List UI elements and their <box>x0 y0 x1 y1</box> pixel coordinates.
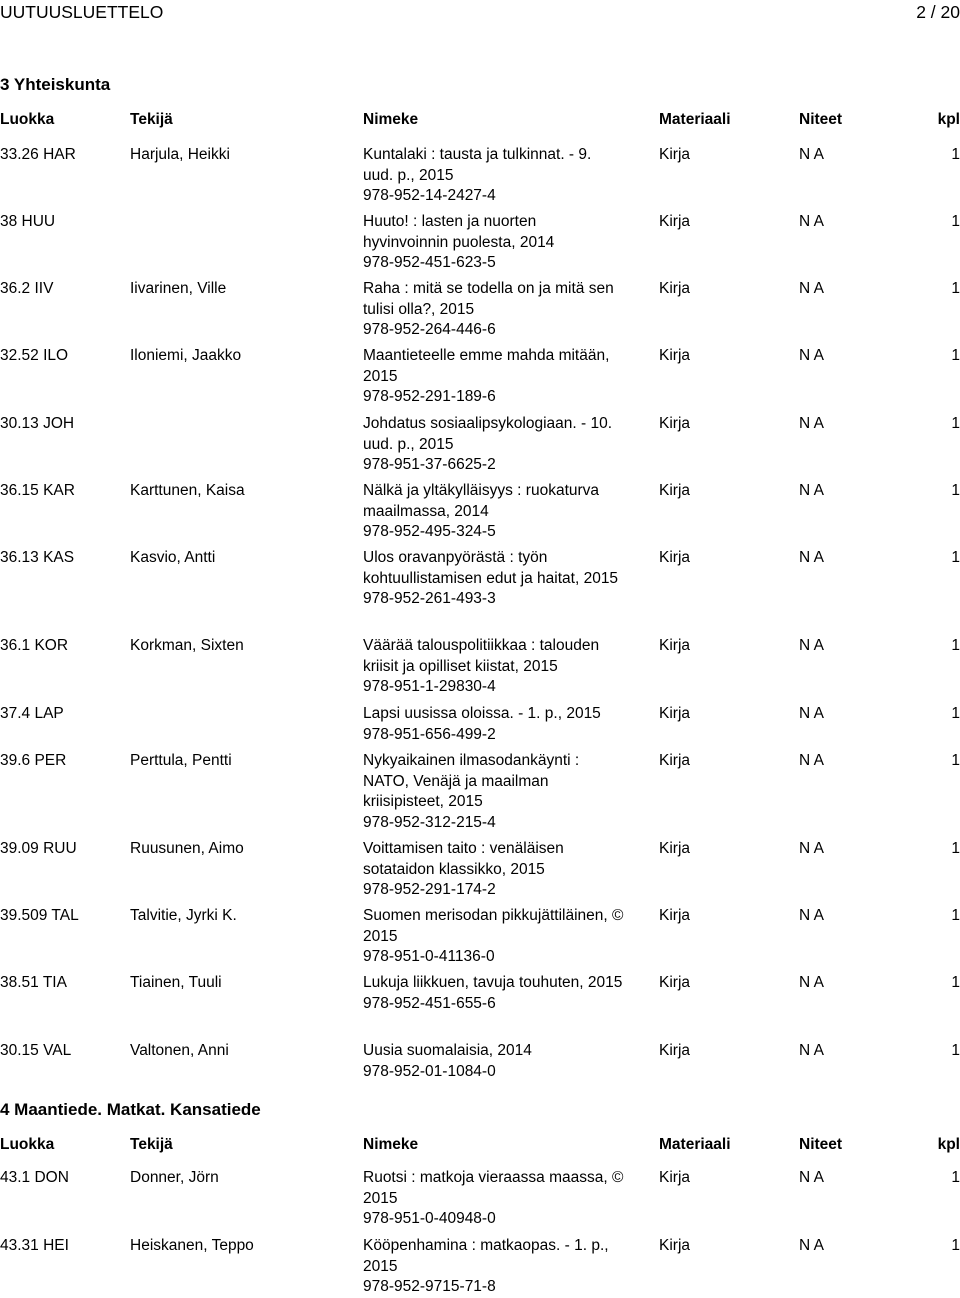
item-isbn: 978-951-0-41136-0 <box>363 948 495 965</box>
item-niteet: N A <box>799 637 824 654</box>
item-tekija: Iivarinen, Ville <box>130 280 227 297</box>
column-header-nimeke: Nimeke <box>363 111 419 128</box>
item-isbn: 978-951-656-499-2 <box>363 725 496 743</box>
item-nimeke <box>363 1168 625 1230</box>
document-title: UUTUUSLUETTELO <box>0 2 164 22</box>
item-materiaali: Kirja <box>659 1042 691 1059</box>
item-title: Ruotsi : matkoja vieraassa maassa, © 2015 <box>363 1169 624 1207</box>
item-niteet: N A <box>799 1042 824 1059</box>
item-niteet: N A <box>799 752 824 769</box>
item-tekija: Perttula, Pentti <box>130 752 232 769</box>
item-materiaali: Kirja <box>659 280 691 297</box>
column-header-row <box>0 110 960 132</box>
section-title-yhteiskunta: 3 Yhteiskunta <box>0 75 111 94</box>
item-nimeke <box>363 346 625 408</box>
item-nimeke <box>363 704 625 745</box>
item-title: Huuto! : lasten ja nuorten hyvinvoinnin puolesta, 2014 <box>363 213 555 251</box>
item-isbn: 978-952-14-2427-4 <box>363 187 496 204</box>
item-nimeke <box>363 1041 625 1082</box>
item-title: Johdatus sosiaalipsykologiaan. - 10. uud. p., 2015 <box>363 415 613 453</box>
item-luokka: 32.52 ILO <box>0 347 69 364</box>
item-isbn: 978-951-37-6625-2 <box>363 456 496 473</box>
item-tekija: Tiainen, Tuuli <box>130 974 222 991</box>
item-materiaali: Kirja <box>659 752 691 769</box>
item-luokka: 30.15 VAL <box>0 1042 72 1059</box>
item-materiaali: Kirja <box>659 549 691 566</box>
item-niteet: N A <box>799 415 824 432</box>
item-niteet: N A <box>799 840 824 857</box>
item-nimeke <box>363 973 625 1014</box>
item-nimeke <box>363 548 625 610</box>
item-niteet: N A <box>799 213 824 230</box>
item-luokka: 36.2 IIV <box>0 280 54 297</box>
item-luokka: 33.26 HAR <box>0 146 76 163</box>
item-nimeke <box>363 279 625 341</box>
item-nimeke <box>363 751 625 833</box>
item-isbn: 978-952-01-1084-0 <box>363 1062 496 1080</box>
item-tekija: Kasvio, Antti <box>130 549 216 566</box>
item-nimeke <box>363 906 625 968</box>
column-header-kpl: kpl <box>937 111 960 128</box>
column-header-materiaali: Materiaali <box>659 1136 731 1153</box>
item-niteet: N A <box>799 482 824 499</box>
item-isbn: 978-952-495-324-5 <box>363 523 496 540</box>
item-nimeke <box>363 414 625 476</box>
item-niteet: N A <box>799 1237 824 1254</box>
item-materiaali: Kirja <box>659 482 691 499</box>
item-luokka: 39.09 RUU <box>0 840 77 857</box>
item-isbn: 978-951-1-29830-4 <box>363 678 496 695</box>
item-kpl: 1 <box>951 347 960 364</box>
item-nimeke <box>363 839 625 901</box>
item-niteet: N A <box>799 705 824 722</box>
item-kpl: 1 <box>951 705 960 722</box>
column-header-nimeke: Nimeke <box>363 1136 419 1153</box>
item-isbn: 978-952-261-493-3 <box>363 590 496 607</box>
item-materiaali: Kirja <box>659 907 691 924</box>
column-header-luokka: Luokka <box>0 111 55 128</box>
column-header-tekija: Tekijä <box>130 1136 173 1153</box>
item-luokka: 43.31 HEI <box>0 1237 69 1254</box>
item-kpl: 1 <box>951 280 960 297</box>
item-title: Lapsi uusissa oloissa. - 1. p., 2015 <box>363 705 601 722</box>
item-kpl: 1 <box>951 549 960 566</box>
column-header-luokka: Luokka <box>0 1136 55 1153</box>
item-tekija: Donner, Jörn <box>130 1169 219 1186</box>
item-tekija: Talvitie, Jyrki K. <box>130 907 237 924</box>
item-materiaali: Kirja <box>659 415 691 432</box>
item-title: Maantieteelle emme mahda mitään, 2015 <box>363 347 610 385</box>
item-materiaali: Kirja <box>659 213 691 230</box>
item-kpl: 1 <box>951 974 960 991</box>
item-nimeke <box>363 636 625 698</box>
item-luokka: 37.4 LAP <box>0 705 64 722</box>
item-materiaali: Kirja <box>659 347 691 364</box>
item-kpl: 1 <box>951 907 960 924</box>
item-title: Väärää talouspolitiikkaa : talouden kriisit ja opilliset kiistat, 2015 <box>363 637 600 675</box>
page-number: 2 / 20 <box>916 2 960 22</box>
item-materiaali: Kirja <box>659 974 691 991</box>
item-title: Kuntalaki : tausta ja tulkinnat. - 9. uud. p., 2015 <box>363 146 592 184</box>
item-tekija: Heiskanen, Teppo <box>130 1237 254 1254</box>
item-nimeke <box>363 212 625 274</box>
item-luokka: 38 HUU <box>0 213 56 230</box>
item-title: Kööpenhamina : matkaopas. - 1. p., 2015 <box>363 1237 609 1275</box>
item-niteet: N A <box>799 347 824 364</box>
item-kpl: 1 <box>951 637 960 654</box>
item-title: Raha : mitä se todella on ja mitä sen tulisi olla?, 2015 <box>363 280 614 318</box>
item-luokka: 39.509 TAL <box>0 907 79 924</box>
item-nimeke <box>363 145 625 207</box>
column-header-row <box>0 1135 960 1157</box>
item-kpl: 1 <box>951 840 960 857</box>
item-kpl: 1 <box>951 1042 960 1059</box>
column-header-kpl: kpl <box>937 1136 960 1153</box>
section-title-maantiede: 4 Maantiede. Matkat. Kansatiede <box>0 1100 261 1119</box>
item-isbn: 978-952-291-174-2 <box>363 881 496 898</box>
page-header <box>0 0 960 24</box>
item-niteet: N A <box>799 974 824 991</box>
item-nimeke <box>363 481 625 543</box>
item-nimeke <box>363 1236 625 1298</box>
item-materiaali: Kirja <box>659 1237 691 1254</box>
item-title: Voittamisen taito : venäläisen sotataidon klassikko, 2015 <box>363 840 564 878</box>
item-tekija: Harjula, Heikki <box>130 146 230 163</box>
item-luokka: 43.1 DON <box>0 1169 69 1186</box>
item-kpl: 1 <box>951 482 960 499</box>
item-materiaali: Kirja <box>659 705 691 722</box>
item-tekija: Iloniemi, Jaakko <box>130 347 242 364</box>
item-tekija: Valtonen, Anni <box>130 1042 229 1059</box>
item-title: Lukuja liikkuen, tavuja touhuten, 2015 <box>363 974 623 991</box>
item-niteet: N A <box>799 146 824 163</box>
item-isbn: 978-952-9715-71-8 <box>363 1278 496 1295</box>
item-tekija: Korkman, Sixten <box>130 637 244 654</box>
item-kpl: 1 <box>951 1237 960 1254</box>
item-title: Nälkä ja yltäkylläisyys : ruokaturva maailmassa, 2014 <box>363 482 600 520</box>
item-isbn: 978-952-312-215-4 <box>363 813 496 831</box>
item-kpl: 1 <box>951 213 960 230</box>
item-tekija: Ruusunen, Aimo <box>130 840 244 857</box>
item-kpl: 1 <box>951 415 960 432</box>
column-header-materiaali: Materiaali <box>659 111 731 128</box>
item-isbn: 978-952-451-655-6 <box>363 994 496 1012</box>
item-materiaali: Kirja <box>659 1169 691 1186</box>
item-luokka: 36.13 KAS <box>0 549 75 566</box>
item-title: Nykyaikainen ilmasodankäynti : NATO, Venäjä ja maailman kriisipisteet, 2015 <box>363 752 580 810</box>
item-title: Ulos oravanpyörästä : työn kohtuullistamisen edut ja haitat, 2015 <box>363 549 619 587</box>
item-isbn: 978-951-0-40948-0 <box>363 1210 496 1227</box>
item-tekija: Karttunen, Kaisa <box>130 482 245 499</box>
item-materiaali: Kirja <box>659 840 691 857</box>
item-luokka: 36.1 KOR <box>0 637 69 654</box>
item-luokka: 36.15 KAR <box>0 482 75 499</box>
column-header-tekija: Tekijä <box>130 111 173 128</box>
item-isbn: 978-952-264-446-6 <box>363 321 496 338</box>
column-header-niteet: Niteet <box>799 111 843 128</box>
item-niteet: N A <box>799 549 824 566</box>
item-materiaali: Kirja <box>659 637 691 654</box>
item-isbn: 978-952-291-189-6 <box>363 388 496 405</box>
item-niteet: N A <box>799 280 824 297</box>
item-title: Uusia suomalaisia, 2014 <box>363 1042 532 1059</box>
item-luokka: 38.51 TIA <box>0 974 67 991</box>
item-luokka: 30.13 JOH <box>0 415 75 432</box>
column-header-niteet: Niteet <box>799 1136 843 1153</box>
item-kpl: 1 <box>951 146 960 163</box>
item-isbn: 978-952-451-623-5 <box>363 254 496 271</box>
item-luokka: 39.6 PER <box>0 752 67 769</box>
item-title: Suomen merisodan pikkujättiläinen, © 2015 <box>363 907 624 945</box>
item-kpl: 1 <box>951 1169 960 1186</box>
item-materiaali: Kirja <box>659 146 691 163</box>
item-niteet: N A <box>799 907 824 924</box>
item-niteet: N A <box>799 1169 824 1186</box>
item-kpl: 1 <box>951 752 960 769</box>
